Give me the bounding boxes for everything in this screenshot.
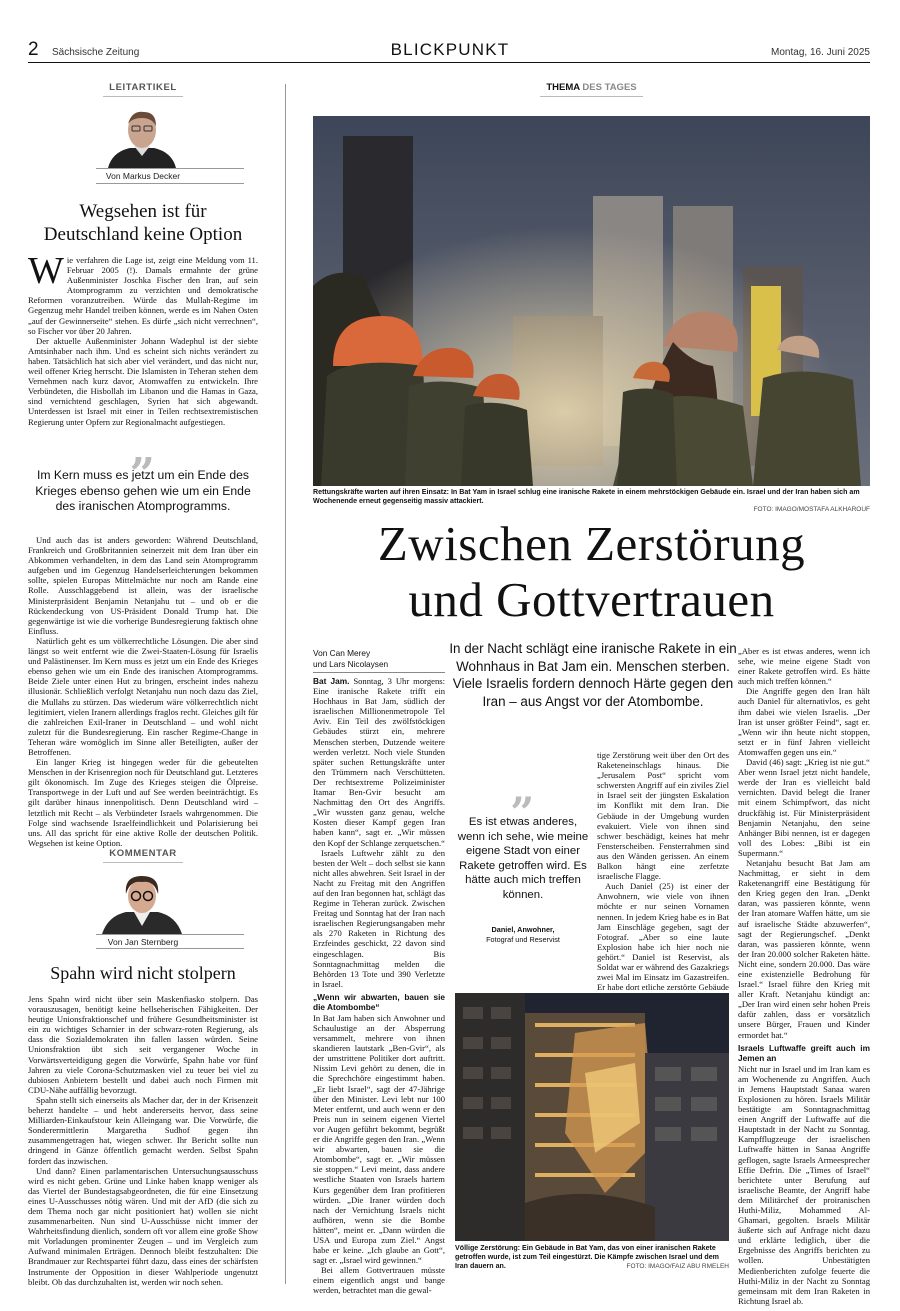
leitartikel-title: Wegsehen ist für Deutschland keine Option — [43, 201, 243, 245]
paragraph: Und dann? Einen parlamentarischen Untersuchungsausschuss wird es nicht geben. Grüne und Linke haben knapp weniger als das Viertel der Bundestagsabgeordneten, die für eine Einsetzung eines U-Ausschusses nötig wären. Und mit der AfD (die sich zu dem Thema noch gar nicht positioniert hat) wollen sie nicht zusammenarbeiten. Nun sind U-Ausschüsse nicht immer der Wahrheitsfindung dienlich, sondern oft vor allem eine große Show mit Vorladungen prominenter Zeugen – und im Vergleich zum Aufwand minimalen Erträgen. Dennoch bleibt festzuhalten: Die Brandmauer zur Rechtspartei führt dazu, dass eines der schärfsten Instrumente der Opposition in dieser Wahlperiode ungenutzt bleibt. Ob das durchzuhalten ist, werden wir noch sehen. — [28, 1165, 258, 1287]
main-photo-credit: FOTO: IMAGO/MOSTAFA ALKHAROUF — [753, 506, 870, 513]
header-rule — [28, 62, 870, 63]
author-byline: Von Markus Decker — [105, 171, 181, 181]
main-photo-caption: Rettungskräfte warten auf ihren Einsatz: In Bat Yam in Israel schlug eine iranische Rakete in einem mehrstöckigen Gebäude ein. Israel und der Iran haben sich am Wochenende erneut gegenseitig massiv attackiert. FOTO: IMAGO/MOSTAFA ALKHAROUF — [313, 488, 870, 513]
section-title: BLICKPUNKT — [390, 40, 510, 59]
thema-label: THEMA DES TAGES — [313, 82, 870, 97]
article-teaser: In der Nacht schlägt eine iranische Rakete in ein Wohnhaus in Bat Jam ein. Menschen sterben. Viele Israelis fordern dennoch Härte gegen den Iran – aus Angst vor der Atombombe. — [449, 641, 737, 709]
author-rule — [96, 168, 244, 169]
kommentar-title: Spahn wird nicht stolpern — [50, 963, 236, 983]
second-photo-credit: FOTO: IMAGO/FAIZ ABU RMELEH — [626, 1263, 729, 1270]
paragraph: Und auch das ist anders geworden: Während Deutschland, Frankreich und Großbritannien seinerzeit mit dem Iran über ein Abkommen verhandelten, in dem das Land sein Atomprogramm aufgeben und im Gegenzug Handelserleichterungen bekommen sollte, spielen Europas Mittelmächte nur noch am Rande eine Rolle. Ausschlaggebend ist allein, was der israelische Ministerpräsident Benjamin Netanjahu tut – und ob er die Rückendeckung von US-Präsident Donald Trump hat. Die gegenwärtige ist wie die vorherige Bundesregierung faktisch ohne Einfluss. — [28, 535, 258, 636]
author-rule-bottom — [96, 948, 244, 949]
page-number: 2 — [28, 39, 39, 60]
article-byline: Von Can Merey und Lars Nicolaysen — [313, 648, 389, 669]
paragraph: Jens Spahn wird nicht über sein Maskenfiasko stolpern. Das vorauszusagen, benötigt keine hellseherischen Fähigkeiten. Der heutige Unionsfraktionschef und frühere Gesundheitsminister ist ein zu wichtiges Scharnier in der schwarz-roten Regierung, als dass die Sozialdemokraten ihn fallen lassen würden. Seine Unionsfraktion übt sich seit vergangener Woche in Vorwärtsverteidigung gegen die Vorwürfe, Spahn habe vor fünf Jahren zu viele Corona-Schutzmasken viel zu teuer bei viel zu dubiosen Anbietern bestellt und dabei auch noch Firmen mit CDU-Nähe auffällig bevorzugt. — [28, 994, 258, 1095]
byline-rule — [313, 672, 445, 673]
paragraph: Natürlich geht es um völkerrechtliche Lösungen. Die aber sind längst so weit entfernt wie die Zwei-Staaten-Lösung für Israelis und Palästinenser. Im Kern muss es jetzt um ein Ende des Krieges ebenso gehen wie um ein Ende des iranischen Atomprogramms. Beide Ziele unter einen Hut zu bringen, erscheint indes nahezu illusionär. Schließlich verfolgt Netanjahu nun noch dazu das Ziel, die Mullahs zu stürzen. Das wiederum wäre völkerrechtlich nicht legitimiert, vielen Iranern allerdings fraglos recht. Gleiches gilt für die zahlreichen Exil-Iraner in Deutschland – und wohl nicht zuletzt für die Bundesregierung. Ein rascher Regime-Change in Teheran wäre womöglich im Sinne aller Beteiligten, außer der Betroffenen. — [28, 635, 258, 757]
paragraph: Spahn stellt sich einerseits als Macher dar, der in der Krisenzeit beherzt handelte – und hebt andererseits hervor, dass seine Milliarden-Einkaufstour kein Alleingang war. Die Vorwürfe, die Sonderermittlerin Margaretha Sudhof gegen ihn zusammengetragen hat, wiegen schwer. Ihr Bericht sollte nun dringend in Gänze öffentlich gemacht werden. Selbst Spahn fordert das inzwischen. — [28, 1094, 258, 1166]
paragraph: Der aktuelle Außenminister Johann Wadephul ist der siebte Amtsinhaber nach ihm. Und es scheint sich nichts verändert zu haben. Tatsächlich hat sich aber viel verändert, und das nicht nur, weil offener Krieg herrscht. Die Islamisten in Teheran stehen dem Vernehmen nach kurz davor, Atomwaffen zu entwickeln. Ihre Verbündeten, die Hisbollah im Libanon und die Hamas in Gaza, sind vernichtend geschlagen, Syrien hat sich abgewandt. Unterdessen ist Israel mit einer in Teilen rechtsextremistischen Regierung unter Opfern zur Regionalmacht aufgestiegen. — [28, 335, 258, 427]
paragraph: Die Angriffe gegen den Iran hält auch Daniel für alternativlos, es geht ihm dabei wie vielen Israelis. „Der Iran ist unser größter Feind“, sagt er. „Wenn wir ihn heute nicht stoppen, setzt er in fünf Jahren vielleicht Atomwaffen gegen uns ein.“ — [738, 686, 870, 757]
pull-quote-author: Daniel, Anwohner, — [491, 925, 555, 934]
author-portrait-decker — [104, 104, 180, 168]
paragraph: Bei allem Gottvertrauen müsste einem eigentlich angst und bange werden, betrachtet man die gewal- — [313, 1265, 445, 1296]
pull-quote-mark-icon: „ — [510, 764, 536, 813]
author-portrait-sternberg — [96, 870, 188, 934]
leitartikel-body-b — [28, 535, 258, 848]
pull-quote-role: Fotograf und Reservist — [486, 935, 560, 944]
pull-quote: Es ist etwas anderes, wenn ich sehe, wie meine eigene Stadt von einer Rakete getroffen wird. Es hätte auch mich treffen können. — [457, 816, 589, 901]
kommentar-label: KOMMENTAR — [28, 848, 258, 863]
column-divider — [285, 84, 286, 1284]
kommentar-body — [28, 994, 258, 1287]
paragraph: In Bat Jam haben sich Anwohner und Schaulustige an der Absperrung versammelt, mehrere von ihnen skandieren lautstark „Ben-Gvir“, als der umstrittene Politiker dort auftritt. Nissim Levi gehört zu denen, die in die Sprechchöre eingestimmt haben. „Er liebt Israel“, sagt der 47-Jährige über den Minister. Levi lebt nur 100 Meter entfernt, und auch wenn er den Preis nun in seinem eigenen Viertel vor Augen geführt bekommt, begrüßt er die Angriffe gegen den Iran. „Wenn wir abwarten, bauen sie die Atombombe“, sagt er. „Wir müssen sie stoppen.“ Levi meint, dass andere westliche Staaten von Israels hartem Kurs gegenüber dem Iran profitieren würden. „Die Iraner würden doch nach der Vernichtung Israels nicht aufhören, wenn sie die Bombe hätten“, meint er. „Dann würden die USA und Europa zum Ziel.“ Angst habe er keine. „Ich glaube an Gott“, sagt er. „Israel wird gewinnen.“ — [313, 1012, 445, 1266]
paragraph: ie verfahren die Lage ist, zeigt eine Meldung vom 11. Februar 2005 (!). Damals ermahnte der grüne Außenminister Joschka Fischer den Iran, auf sein Atomprogramm zu verzichten und demokratische Reformen voranzutreiben. Würde das Mullah-Regime im Gegenzug mehr Handel treiben können, werde es im Nahen Osten „auf der Gewinnerseite“ stehen. Es dürfe „sich nicht verrechnen“, so Fischer vor über 20 Jahren. — [28, 255, 258, 336]
leitartikel-label: LEITARTIKEL — [28, 82, 258, 97]
main-photo-rescue-workers — [313, 116, 870, 486]
quote-mark-icon: „ — [130, 424, 156, 475]
paragraph: „Aber es ist etwas anderes, wenn ich sehe, wie meine eigene Stadt von einer Rakete getroffen wird. Es hätte auch mich treffen können.“ — [738, 646, 870, 687]
second-photo-caption: Völlige Zerstörung: Ein Gebäude in Bat Yam, das von einer iranischen Rakete getroffen wurde, ist zum Teil eingestürzt. Die Kämpfe zwischen Israel und dem Iran dauern an. FOTO: IMAGO/FAIZ ABU RMELEH — [455, 1244, 729, 1270]
publication-name: Sächsische Zeitung — [52, 47, 140, 58]
issue-date: Montag, 16. Juni 2025 — [771, 47, 870, 58]
paragraph: Auch Daniel (25) ist einer der Anwohnern, wie viele von ihnen möchte er nur seinen Vornamen nennen. In jedem Krieg habe es in Bat Jam Einschläge gegeben, sagt der Fotograf. „Aber so eine laute Explosion habe ich hier noch nie gehört.“ Daniel ist Reservist, als Soldat war er während des Gazakriegs zwei Mal im Einsatz im Gazastreifen. Er habe dort etliche zerstörte Gebäude — [597, 881, 729, 993]
author-byline: Von Jan Sternberg — [107, 937, 179, 947]
drop-cap: W — [28, 250, 64, 292]
second-photo-destroyed-building — [455, 993, 729, 1241]
author-rule-bottom — [96, 183, 244, 184]
subhead: Israels Luftwaffe greift auch im Jemen an — [738, 1042, 870, 1063]
article-headline-line1: Zwischen Zerstörung — [377, 516, 806, 571]
paragraph: Nicht nur in Israel und im Iran kam es am Wochenende zu Angriffen. Auch in Jemens Hauptstadt Sanaa waren Explosionen zu hören. Israels Militär bestätigte am Sonntagnachmittag einen Angriff der Luftwaffe auf die Hauptstadt in der Nacht zu Sonntag. Kampfflugzeuge der israelischen Luftwaffe hätten in Sanaa Angriffe geflogen, sagte Israels Armeesprecher Effie Defrin. Die „Times of Israel“ berichtete unter Berufung auf israelische Beamte, der Angriff habe dem Militärchef der proiranischen Huthi-Miliz, Mohammed Al-Ghamari, gegolten. Israels Militär äußerte sich auf Anfrage nicht dazu und erklärte lediglich, über die Ergebnisse des Angriffs berichten zu wollen. Unbestätigten Medienberichten zufolge feuerte die Huthi-Miliz in der Nacht zu Sonntag gemeinsam mit dem Iran Raketen in Richtung Israel ab. — [738, 1063, 870, 1306]
article-column-2 — [597, 750, 729, 1002]
author-rule — [96, 934, 244, 935]
paragraph: Netanjahu besucht Bat Jam am Nachmittag, er sieht in dem Raketenangriff eine Bestätigung für den Krieg gegen den Iran. „Denkt daran, was passieren könnte, wenn der Iran atomare Waffen hätte, um sie auf israelische Städte abzuwerfen“, sagt der Regierungschef. „Denkt daran, was passieren könnte, wenn der Iran 20.000 solcher Raketen hätte. Nicht eine, sondern 20.000. Das wäre eine existenzielle Bedrohung für Israel.“ Israel führe den Krieg mit aller Kraft. Netanjahu kündigt an: „Der Iran wird einen sehr hohen Preis dafür zahlen, dass er vorsätzlich unsere Bürger, Frauen und Kinder ermordet hat.“ — [738, 857, 870, 1040]
paragraph: David (46) sagt: „Krieg ist nie gut.“ Aber wenn Israel jetzt nicht handele, werde der Iran es vielleicht bald vernichten. David belegt die Iraner mit einem Schimpfwort, das nicht druckfähig ist. Für Ministerpräsident Benjamin Netanjahu, den seine Anhänger Bibi nennen, ist er dagegen voll des Lobes: „Bibi ist ein Supermann.“ — [738, 757, 870, 858]
paragraph: tige Zerstörung weit über den Ort des Raketeneinschlags hinaus. Die „Jerusalem Post“ spricht vom schwersten Angriff auf ein ziviles Ziel in Israel seit der jüngsten Eskalation im Konflikt mit dem Iran. Die Gebäude in der Umgebung wurden evakuiert. Viele von ihnen sind schwer beschädigt, keines hat mehr Fensterscheiben. Fensterrahmen sind aus den Wänden gerissen. An einem Balkon hängt eine zerfetzte israelische Flagge. — [597, 750, 729, 882]
paragraph: Israels Luftwehr zählt zu den besten der Welt – doch selbst sie kann nicht alles abwehren. Seit Israel in der Nacht zu Freitag mit den Angriffen auf den Iran begonnen hat, schlägt das Regime in Teheran zurück. Zwischen Freitag und Sonntag hat der Iran nach israelischen Regierungsangaben mehr als 270 Raketen in Richtung des Erzfeindes geschickt, 22 davon sind eingeschlagen. Bis Sonntagnachmittag melden die Behörden 13 Tote und 390 Verletzte in Israel. — [313, 847, 445, 989]
article-column-3 — [738, 646, 870, 1306]
article-column-1 — [313, 676, 445, 1296]
paragraph: Ein langer Krieg ist hingegen weder für die gebeutelten Menschen in der Krisenregion noch für Deutschland gut. Letzteres gilt ökonomisch. Im Zuge des Krieges steigen die Ölpreise. Transportwege in der Luft und auf See werden beeinträchtigt. Es gilt darüber hinaus innenpolitisch. Denn Deutschland wird – letztlich mit Recht – als Verbündeter Israels wahrgenommen. Die Folge sind wachsende Israelfeindlichkeit und Polarisierung bei uns. All das spricht für eine aktive Rolle der deutschen Politik. Wegsehen ist keine Option. — [28, 757, 258, 848]
article-headline-line2: und Gottvertrauen — [408, 572, 775, 627]
dateline: Bat Jam. — [313, 676, 350, 686]
subhead: „Wenn wir abwarten, bauen sie die Atombombe“ — [313, 991, 445, 1012]
paragraph: Bat Jam. Sonntag, 3 Uhr morgens: Eine iranische Rakete trifft ein Hochhaus in Bat Jam, südlich der israelischen Millionenmetropole Tel Aviv. Ein Teil des zwölfstöckigen Gebäudes stürzt ein, mehrere Menschen sterben, Dutzende weitere werden verletzt. Noch viele Stunden später suchen Rettungskräfte unter den Trümmern nach Verschütteten. Der rechtsextreme Polizeiminister Itamar Ben-Gvir besucht am Nachmittag den Ort des Angriffs. „Wir wussten ganz genau, welche Kosten dieser Kampf gegen Iran haben kann“, sagt er. „Wir müssen den Kopf der Schlange zerquetschen.“ — [313, 676, 445, 848]
leitartikel-body-a — [28, 250, 258, 427]
leitartikel-quote: Im Kern muss es jetzt um ein Ende des Krieges ebenso gehen wie um ein Ende des iranischen Atomprogramms. — [35, 468, 251, 513]
